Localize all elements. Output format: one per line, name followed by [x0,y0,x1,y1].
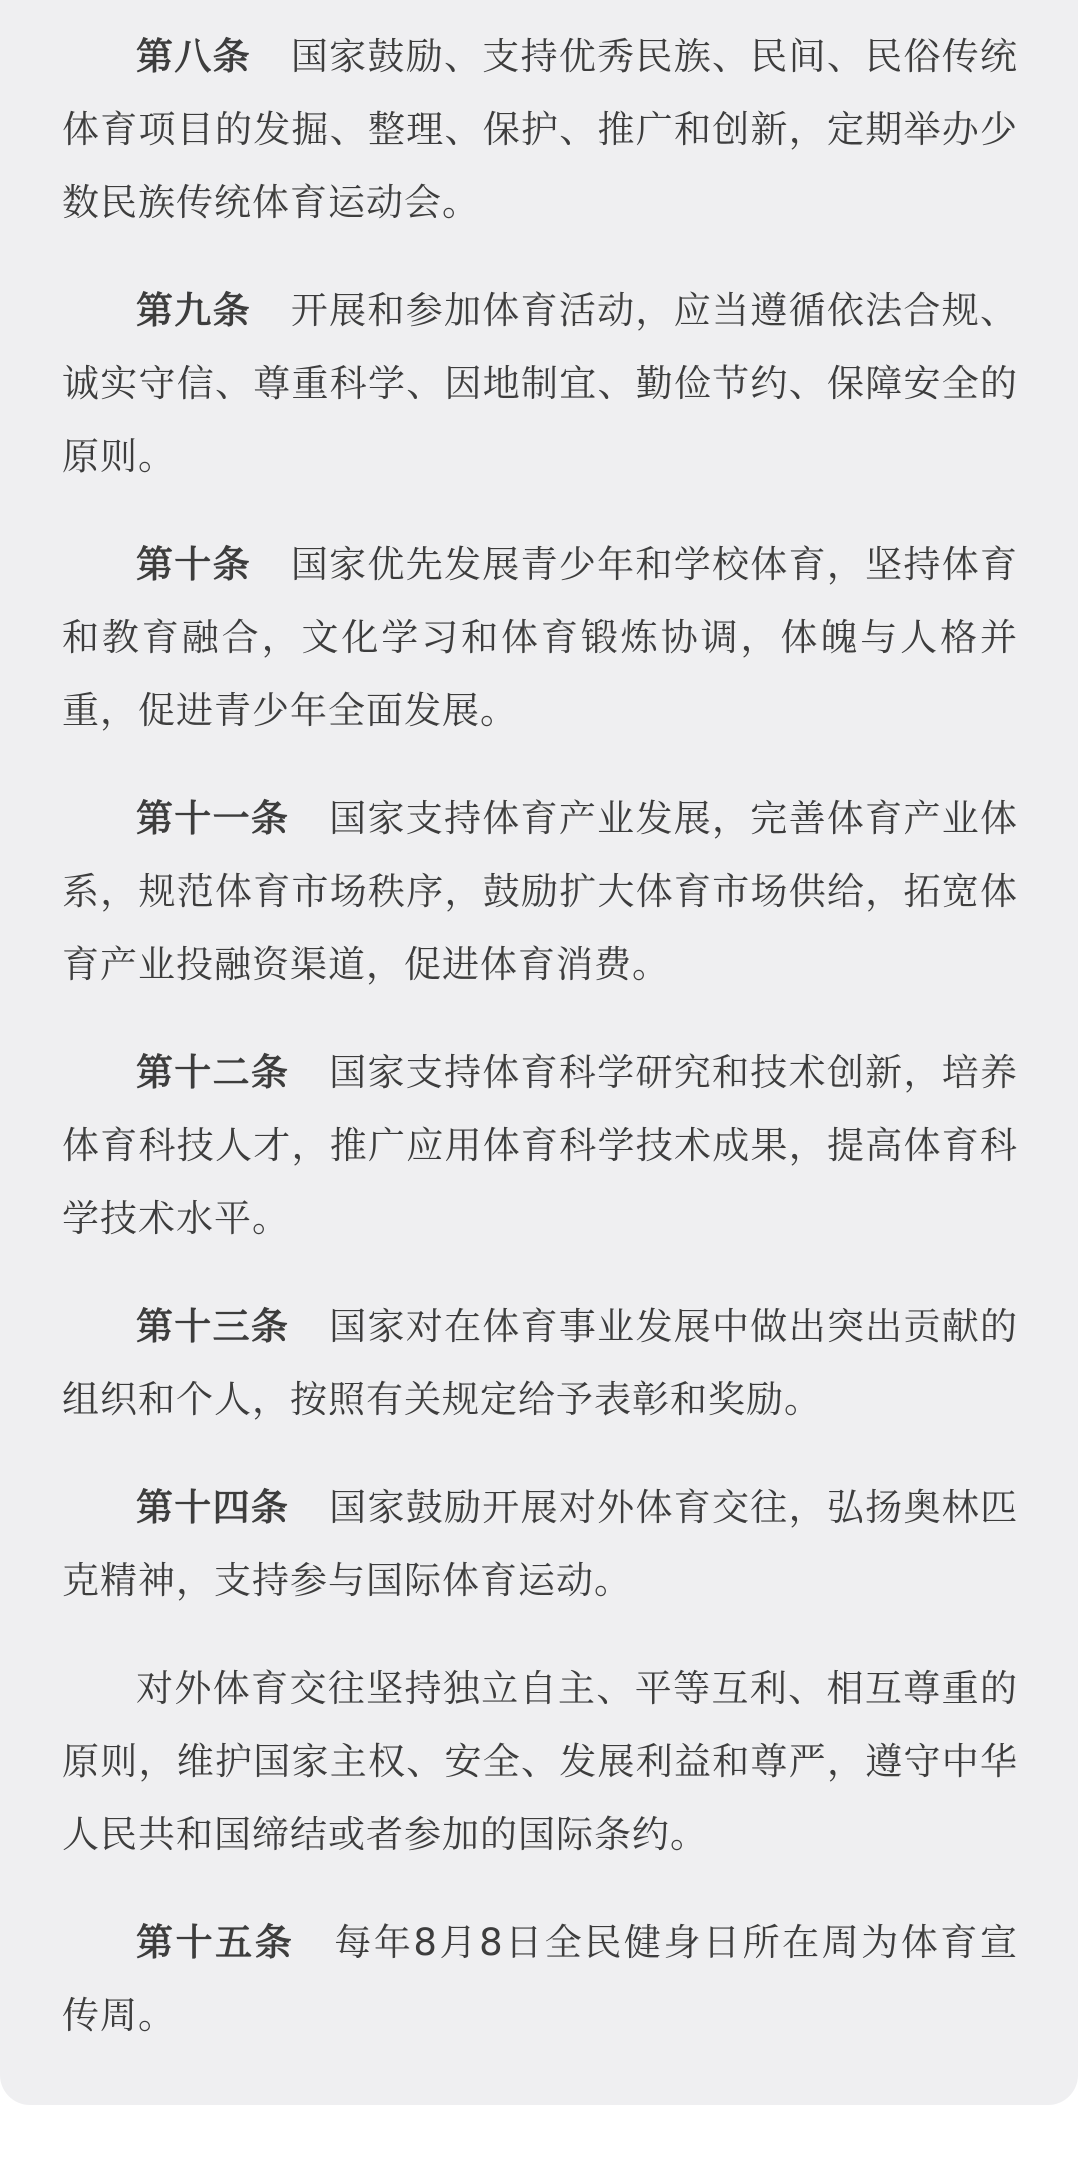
article-9 [62,274,1018,493]
article-text: 国家支持体育产业发展，完善体育产业体系，规范体育市场秩序，鼓励扩大体育市场供给，拓宽体育产业投融资渠道，促进体育消费。 [62,797,1019,986]
article-text: 开展和参加体育活动，应当遵循依法合规、诚实守信、尊重科学、因地制宜、勤俭节约、保障安全的原则。 [62,289,1019,478]
article-number: 第九条 [136,289,251,332]
article-text: 国家鼓励、支持优秀民族、民间、民俗传统体育项目的发掘、整理、保护、推广和创新，定期举办少数民族传统体育运动会。 [62,35,1019,224]
article-13 [62,1290,1018,1436]
article-number: 第十条 [136,543,251,586]
article-11 [62,782,1018,1001]
article-8 [62,20,1018,239]
article-text: 国家对在体育事业发展中做出突出贡献的组织和个人，按照有关规定给予表彰和奖励。 [62,1305,1019,1421]
article-15 [62,1906,1018,2052]
article-number: 第八条 [136,35,251,78]
article-text: 国家支持体育科学研究和技术创新，培养体育科技人才，推广应用体育科学技术成果，提高体育科学技术水平。 [62,1051,1019,1240]
article-14 [62,1471,1018,1617]
article-10 [62,528,1018,747]
article-text: 国家鼓励开展对外体育交往，弘扬奥林匹克精神，支持参与国际体育运动。 [62,1486,1019,1602]
article-number: 第十一条 [136,797,290,840]
article-text: 对外体育交往坚持独立自主、平等互利、相互尊重的原则，维护国家主权、安全、发展利益和尊严，遵守中华人民共和国缔结或者参加的国际条约。 [62,1667,1018,1856]
article-text: 每年8月8日全民健身日所在周为体育宣传周。 [62,1921,1018,2037]
article-number: 第十四条 [136,1486,290,1529]
article-text: 国家优先发展青少年和学校体育，坚持体育和教育融合，文化学习和体育锻炼协调，体魄与人格并重，促进青少年全面发展。 [62,543,1019,732]
article-number: 第十三条 [136,1305,290,1348]
article-number: 第十五条 [136,1921,295,1964]
article-12 [62,1036,1018,1255]
article-number: 第十二条 [136,1051,290,1094]
article-14-paragraph-2 [62,1652,1018,1871]
